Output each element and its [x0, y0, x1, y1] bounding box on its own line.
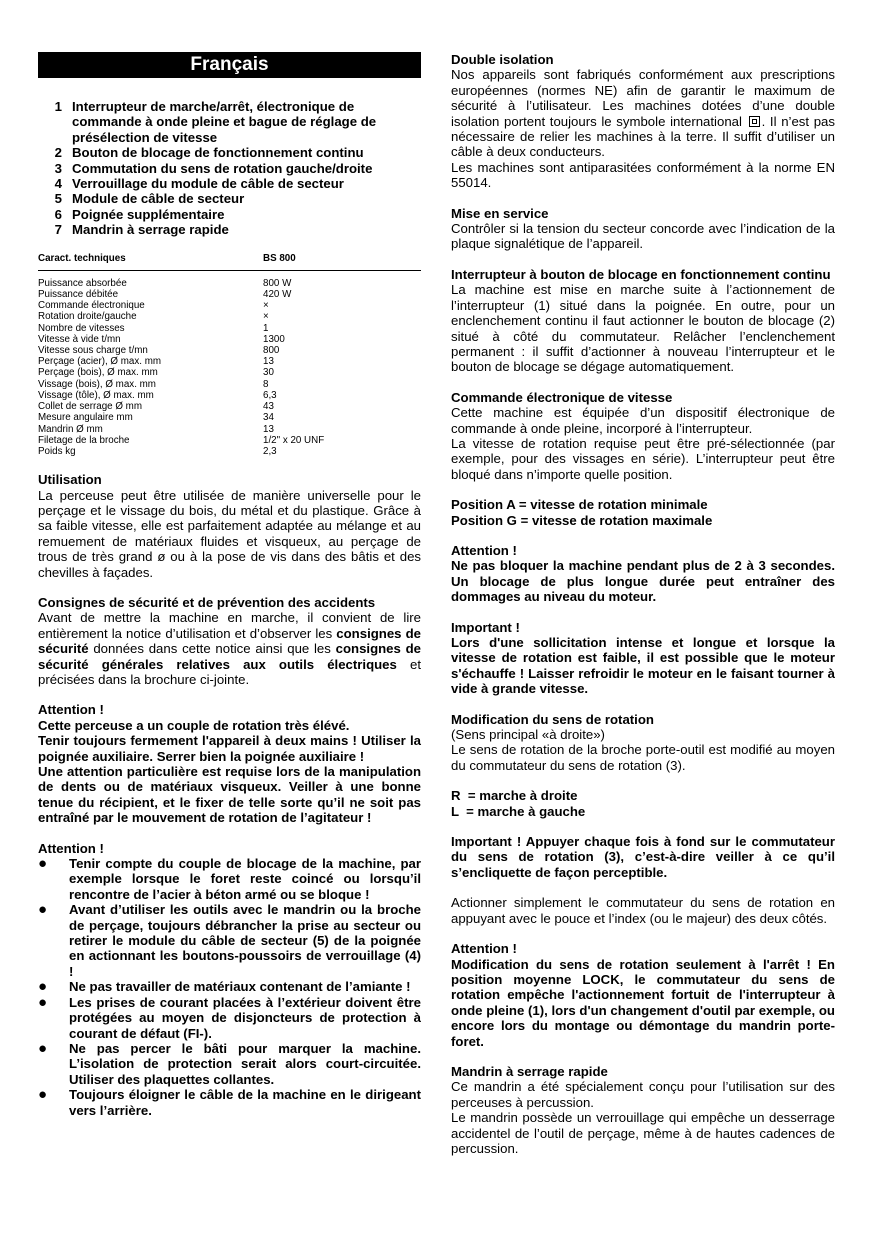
bullet-icon: ● [38, 901, 48, 919]
spec-row [38, 367, 421, 378]
feature-item: 6 Poignée supplémentaire [54, 206, 225, 222]
commande-section [451, 390, 835, 482]
spec-label: Mesure angulaire mm [38, 412, 133, 424]
section-text: La vitesse de rotation requise peut être pré-sélectionnée (par exemple, pour des vissages en série). L’interrupteur peut être bloqué dans n’importe quelle position. [451, 435, 835, 482]
bullet-item: ● Avant d’utiliser les outils avec le mandrin ou la broche de perçage, toujours débrancher la prise au secteur ou retirer le module du câble de secteur (5) de la poignée en actionnant les boutons-poussoirs de verrouillage (4) ! [38, 901, 421, 979]
important-echauffement-section [451, 620, 835, 697]
bullet-icon: ● [38, 978, 48, 996]
spec-row [38, 412, 421, 423]
feature-item: 4 Verrouillage du module de câble de secteur [54, 176, 344, 192]
spec-header-model: BS 800 [263, 253, 421, 271]
spec-label: Commande électronique [38, 300, 145, 312]
double-insulation-icon [749, 116, 760, 127]
spec-row [38, 379, 421, 390]
spec-label: Vissage (bois), Ø max. mm [38, 378, 156, 390]
feature-item: 2 Bouton de blocage de fonctionnement continu [54, 145, 364, 161]
section-heading: Commande électronique de vitesse [451, 389, 673, 405]
spec-row [38, 435, 421, 446]
spec-row [38, 289, 421, 300]
spec-value: × [263, 300, 269, 312]
spec-row [38, 311, 421, 322]
spec-label: Vissage (tôle), Ø max. mm [38, 389, 154, 401]
section-text: Les machines sont antiparasitées conformément à la norme EN 55014. [451, 159, 835, 191]
bullet-item: ● Les prises de courant placées à l’extérieur doivent être protégées au moyen de disjoncteurs de protection à courant de défaut (FI-). [38, 993, 421, 1041]
spec-value: 34 [263, 412, 274, 424]
commutateur-instruction: Actionner simplement le commutateur du sens de rotation en appuyant avec le pouce et l’index (ou le majeur) des deux côtés. [451, 895, 835, 926]
section-heading: Consignes de sécurité et de prévention des accidents [38, 594, 376, 610]
bullet-item: ● Ne pas percer le bâti pour marquer la machine. L’isolation de protection serait alors court-circuitée. Utiliser des plaquettes collantes. [38, 1039, 421, 1087]
bullet-item: ● Tenir compte du couple de blocage de la machine, par exemple lorsque le foret reste coincé ou lorsqu’il rencontre de l’acier à béton armé ou se bloque ! [38, 855, 421, 902]
spec-body [38, 270, 421, 457]
position-item: Position G = vitesse de rotation maximale [451, 512, 713, 528]
section-heading: Double isolation [451, 52, 554, 67]
spec-value: 8 [263, 378, 269, 390]
spec-row [38, 334, 421, 345]
attention-bullets-section [38, 841, 421, 1118]
spec-value: 2,3 [263, 445, 277, 457]
feature-item: 5 Module de câble de secteur [54, 191, 245, 207]
spec-label: Puissance débitée [38, 289, 119, 301]
mise-en-service-section [451, 206, 835, 252]
spec-value: 1/2" x 20 UNF [263, 434, 325, 446]
spec-row [38, 300, 421, 311]
spec-label: Filetage de la broche [38, 434, 130, 446]
spec-label: Nombre de vitesses [38, 322, 125, 334]
consignes-section [38, 595, 421, 687]
bullet-icon: ● [38, 993, 48, 1011]
section-heading: Modification du sens de rotation [451, 711, 654, 727]
spec-value: 6,3 [263, 389, 277, 401]
spec-label: Vitesse sous charge t/mn [38, 345, 148, 357]
spec-value: 30 [263, 367, 274, 379]
section-heading: Mandrin à serrage rapide [451, 1063, 608, 1079]
feature-list [38, 99, 421, 238]
bullet-item: ● Toujours éloigner le câble de la machine en le dirigeant vers l’arrière. [38, 1086, 421, 1118]
spec-value: 800 W [263, 277, 292, 289]
section-heading: Attention ! [38, 840, 104, 856]
direction-list [451, 788, 835, 819]
section-text: La perceuse peut être utilisée de manière universelle pour le perçage et le vissage du bois, du métal et du plastique. Grâce à sa faible vitesse, elle est parfaitement adaptée au mélange et au remuement de matériaux fluides et visqueux, au perçage de trous de très grand ø ou à la pose de vis dans des bâtis et des chevilles à façades. [38, 487, 421, 580]
double-isolation-section [451, 52, 835, 191]
spec-value: 800 [263, 345, 280, 357]
spec-value: 43 [263, 401, 274, 413]
spec-label: Perçage (bois), Ø max. mm [38, 367, 158, 379]
position-item: Position A = vitesse de rotation minimale [451, 497, 708, 513]
utilisation-section [38, 472, 421, 580]
spec-value: 420 W [263, 289, 292, 301]
section-text: Contrôler si la tension du secteur concorde avec l’indication de la plaque signalétique de l’appareil. [451, 221, 835, 252]
spec-row [38, 390, 421, 401]
section-text: Ce mandrin a été spécialement conçu pour l’utilisation sur des perceuses à percussion. [451, 1079, 835, 1110]
spec-row [38, 345, 421, 356]
spec-label: Mandrin Ø mm [38, 423, 103, 435]
interrupteur-section [451, 267, 835, 375]
direction-item: R = marche à droite [451, 788, 578, 804]
section-text: Nos appareils sont fabriqués conformément aux prescriptions européennes (normes NE) afin de garantir le maximum de sécurité à l’utilisateur. Les machines dotées d’une double isolation portent toujours le symbole international . Il n’est pas nécessaire de relier les machines à la terre. Il suffit d’utiliser un câble à deux conducteurs. [451, 67, 835, 160]
section-text: Cette machine est équipée d’un dispositif électronique de commande à onde pleine, incorporé à l’interrupteur. [451, 405, 835, 436]
spec-table [38, 253, 421, 457]
spec-value: 1300 [263, 333, 285, 345]
warning-text: Tenir toujours fermement l'appareil à deux mains ! Utiliser la poignée auxiliaire. Serrer bien la poignée auxiliaire ! [38, 733, 421, 764]
warning-text: Cette perceuse a un couple de rotation très élévé. [38, 717, 350, 733]
feature-item: 3 Commutation du sens de rotation gauche/droite [54, 160, 373, 176]
modification-section [451, 712, 835, 774]
section-heading: Mise en service [451, 205, 549, 221]
spec-row [38, 446, 421, 457]
bullet-icon: ● [38, 1039, 48, 1057]
attention-torque-section [38, 702, 421, 825]
section-heading: Attention ! [451, 542, 517, 558]
spec-label: Perçage (acier), Ø max. mm [38, 356, 162, 368]
warning-text: Lors d'une sollicitation intense et longue et lorsque la vitesse de rotation est faible, il est possible que le moteur s'échauffe ! Laisser refroidir le moteur en le faisant tourner à vide à grande vitesse. [451, 635, 835, 697]
position-list [451, 497, 835, 528]
warning-text: Une attention particulière est requise lors de la manipulation de dents ou de matériaux visqueux. Veiller à une bonne tenue du récipient, et le fixer de telle sorte qu’il ne soit pas entraîné par le mouvement de rotation de l’agitateur ! [38, 764, 421, 826]
spec-row [38, 323, 421, 334]
section-subtitle: (Sens principal «à droite») [451, 727, 605, 743]
attention-blocage-section [451, 543, 835, 605]
left-column [38, 52, 421, 1118]
spec-row [38, 424, 421, 435]
spec-label: Vitesse à vide t/mn [38, 333, 121, 345]
section-text: Avant de mettre la machine en marche, il convient de lire entièrement la notice d’utilisation et d’observer les consignes de sécurité données dans cette notice ainsi que les consignes de sécurité générales relatives aux outils électriques et précisées dans la brochure ci-jointe. [38, 610, 421, 687]
bullet-item: ● Ne pas travailler de matériaux contenant de l’amiante ! [38, 978, 411, 996]
spec-row [38, 401, 421, 412]
feature-item: 1 Interrupteur de marche/arrêt, électronique de commande à onde pleine et bague de réglage de présélection de vitesse [54, 99, 377, 145]
bullet-icon: ● [38, 1086, 48, 1104]
spec-label: Poids kg [38, 445, 76, 457]
section-heading: Attention ! [451, 941, 517, 957]
spec-label: Puissance absorbée [38, 277, 127, 289]
section-heading: Interrupteur à bouton de blocage en fonctionnement continu [451, 266, 831, 282]
spec-header-label: Caract. techniques [38, 253, 263, 271]
important-commutateur-text: Important ! Appuyer chaque fois à fond sur le commutateur du sens de rotation (3), c’est-à-dire veiller à ce qu’il s’encliquette de façon perceptible. [451, 834, 835, 880]
section-heading: Utilisation [38, 472, 102, 488]
spec-value: × [263, 311, 269, 323]
spec-label: Rotation droite/gauche [38, 311, 137, 323]
spec-value: 13 [263, 423, 274, 435]
spec-row [38, 356, 421, 367]
section-heading: Important ! [451, 619, 520, 635]
warning-text: Ne pas bloquer la machine pendant plus de 2 à 3 secondes. Un blocage de plus longue durée peut entraîner des dommages au niveau du moteur. [451, 558, 835, 605]
language-banner: Français [38, 52, 421, 78]
right-column [451, 52, 835, 1156]
attention-arret-section [451, 941, 835, 1049]
warning-text: Modification du sens de rotation seulement à l'arrêt ! En position moyenne LOCK, le commutateur du sens de rotation empêche l'actionnement fortuit de l'interrupteur à onde pleine (1), lors d'un changement d'outil par exemple, ou encore lors du montage ou démontage du mandrin porte-foret. [451, 956, 835, 1049]
bullet-icon: ● [38, 855, 48, 873]
section-text: Le mandrin possède un verrouillage qui empêche un desserrage accidentel de l’outil de perçage, même à de hautes cadences de percussion. [451, 1110, 835, 1156]
direction-item: L = marche à gauche [451, 803, 586, 819]
section-text: La machine est mise en marche suite à l’actionnement de l’interrupteur (1) situé dans la poignée. En outre, pour un enclenchement continu il faut actionner le bouton de blocage (2) situé à côté du commutateur. Relâcher l’enclenchement permanent : il suffit d’actionner à nouveau l’interrupteur et le bouton de blocage se dégage automatiquement. [451, 282, 835, 375]
spec-value: 1 [263, 322, 269, 334]
section-heading: Attention ! [38, 702, 104, 718]
feature-item: 7 Mandrin à serrage rapide [54, 222, 229, 238]
spec-value: 13 [263, 356, 274, 368]
spec-label: Collet de serrage Ø mm [38, 401, 142, 413]
spec-row [38, 270, 421, 289]
section-text: Le sens de rotation de la broche porte-outil est modifié au moyen du commutateur du sens de rotation (3). [451, 742, 835, 773]
mandrin-section [451, 1064, 835, 1156]
